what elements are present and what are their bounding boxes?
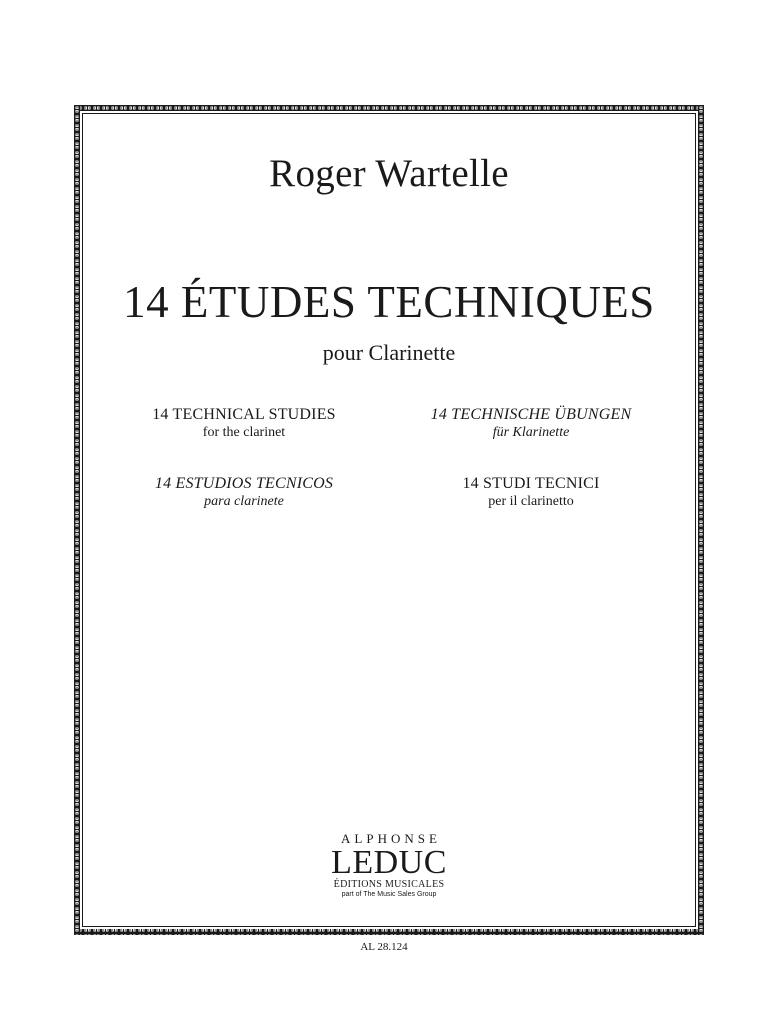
- german-subtitle: für Klarinette: [492, 425, 570, 440]
- spanish-subtitle: para clarinete: [204, 494, 284, 509]
- subtitle: pour Clarinette: [322, 340, 456, 365]
- publisher-line1: ALPHONSE: [341, 831, 441, 846]
- decorative-frame: [74, 105, 704, 935]
- spanish-title-block: [119, 475, 369, 511]
- page-title: 14 ÉTUDES TECHNIQUES: [123, 277, 655, 327]
- publisher-group: part of The Music Sales Group: [341, 891, 437, 898]
- english-title: 14 TECHNICAL STUDIES: [152, 406, 336, 423]
- german-title: 14 TECHNISCHE ÜBUNGEN: [430, 406, 632, 423]
- english-subtitle: for the clarinet: [202, 425, 286, 440]
- composer-name: Roger Wartelle: [269, 152, 509, 195]
- german-title-block: [406, 406, 656, 442]
- catalog-number: AL 28.124: [360, 941, 408, 953]
- publisher-name: LEDUC: [331, 844, 447, 881]
- english-title-block: [119, 406, 369, 442]
- spanish-title: 14 ESTUDIOS TECNICOS: [154, 475, 334, 492]
- ornamental-border: [74, 105, 704, 935]
- publisher-line3: ÉDITIONS MUSICALES: [333, 879, 445, 890]
- italian-subtitle: per il clarinetto: [488, 494, 574, 509]
- italian-title-block: [406, 475, 656, 511]
- publisher-logo: [284, 832, 494, 898]
- italian-title: 14 STUDI TECNICI: [462, 475, 600, 492]
